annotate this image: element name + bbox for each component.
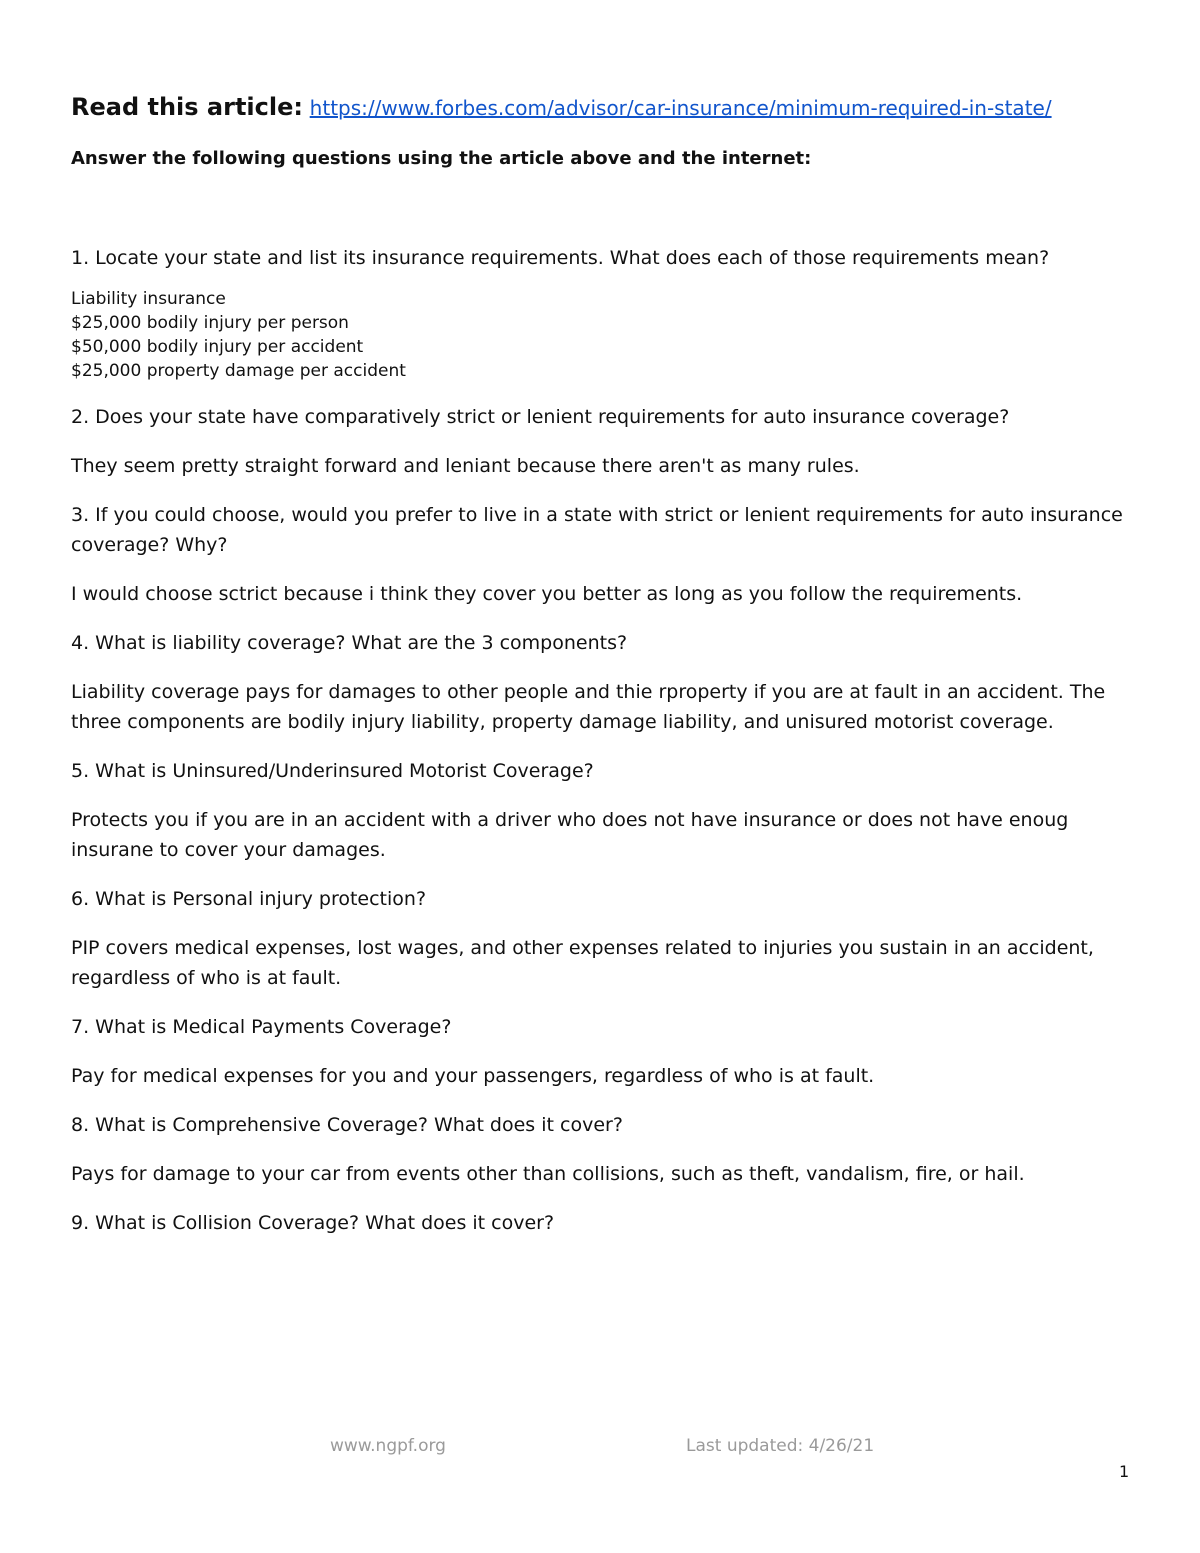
footer-last-updated: Last updated: 4/26/21 (686, 1436, 875, 1456)
page-number: 1 (1119, 1462, 1130, 1481)
question-1: 1. Locate your state and list its insurance requirements. What does each of those requirements mean? (71, 247, 1050, 269)
answer-4: Liability coverage pays for damages to other people and thie rproperty if you are at fault in an accident. The three components are bodily injury liability, property damage liability, and unisured motorist coverage. (71, 681, 1106, 733)
answer-1 (71, 287, 1131, 383)
answer-1-line: $25,000 bodily injury per person (71, 313, 349, 333)
answer-5: Protects you if you are in an accident with a driver who does not have insurance or does not have enoug insurane to cover your damages. (71, 809, 1069, 861)
read-article-label: Read this article: (71, 93, 303, 121)
answer-8: Pays for damage to your car from events other than collisions, such as theft, vandalism, fire, or hail. (71, 1163, 1025, 1185)
question-list (71, 243, 1131, 1238)
question-5: 5. What is Uninsured/Underinsured Motorist Coverage? (71, 760, 594, 782)
question-7: 7. What is Medical Payments Coverage? (71, 1016, 452, 1038)
article-link[interactable]: https://www.forbes.com/advisor/car-insurance/minimum-required-in-state/ (309, 96, 1052, 120)
answer-6: PIP covers medical expenses, lost wages, and other expenses related to injuries you sustain in an accident, regardless of who is at fault. (71, 937, 1094, 989)
document-body (71, 92, 1131, 1238)
question-9: 9. What is Collision Coverage? What does it cover? (71, 1212, 555, 1234)
answer-1-line: $50,000 bodily injury per accident (71, 337, 364, 357)
question-3: 3. If you could choose, would you prefer to live in a state with strict or lenient requirements for auto insurance coverage? Why? (71, 504, 1123, 556)
question-8: 8. What is Comprehensive Coverage? What does it cover? (71, 1114, 623, 1136)
instructions-text: Answer the following questions using the article above and the internet: (71, 148, 812, 169)
answer-1-line: $25,000 property damage per accident (71, 361, 406, 381)
question-6: 6. What is Personal injury protection? (71, 888, 427, 910)
answer-3: I would choose sctrict because i think they cover you better as long as you follow the requirements. (71, 583, 1023, 605)
footer-website: www.ngpf.org (330, 1436, 446, 1456)
answer-7: Pay for medical expenses for you and your passengers, regardless of who is at fault. (71, 1065, 875, 1087)
question-4: 4. What is liability coverage? What are the 3 components? (71, 632, 628, 654)
article-reference (71, 92, 1131, 124)
answer-2: They seem pretty straight forward and leniant because there aren't as many rules. (71, 455, 860, 477)
answer-1-line: Liability insurance (71, 289, 226, 309)
question-2: 2. Does your state have comparatively strict or lenient requirements for auto insurance coverage? (71, 406, 1010, 428)
